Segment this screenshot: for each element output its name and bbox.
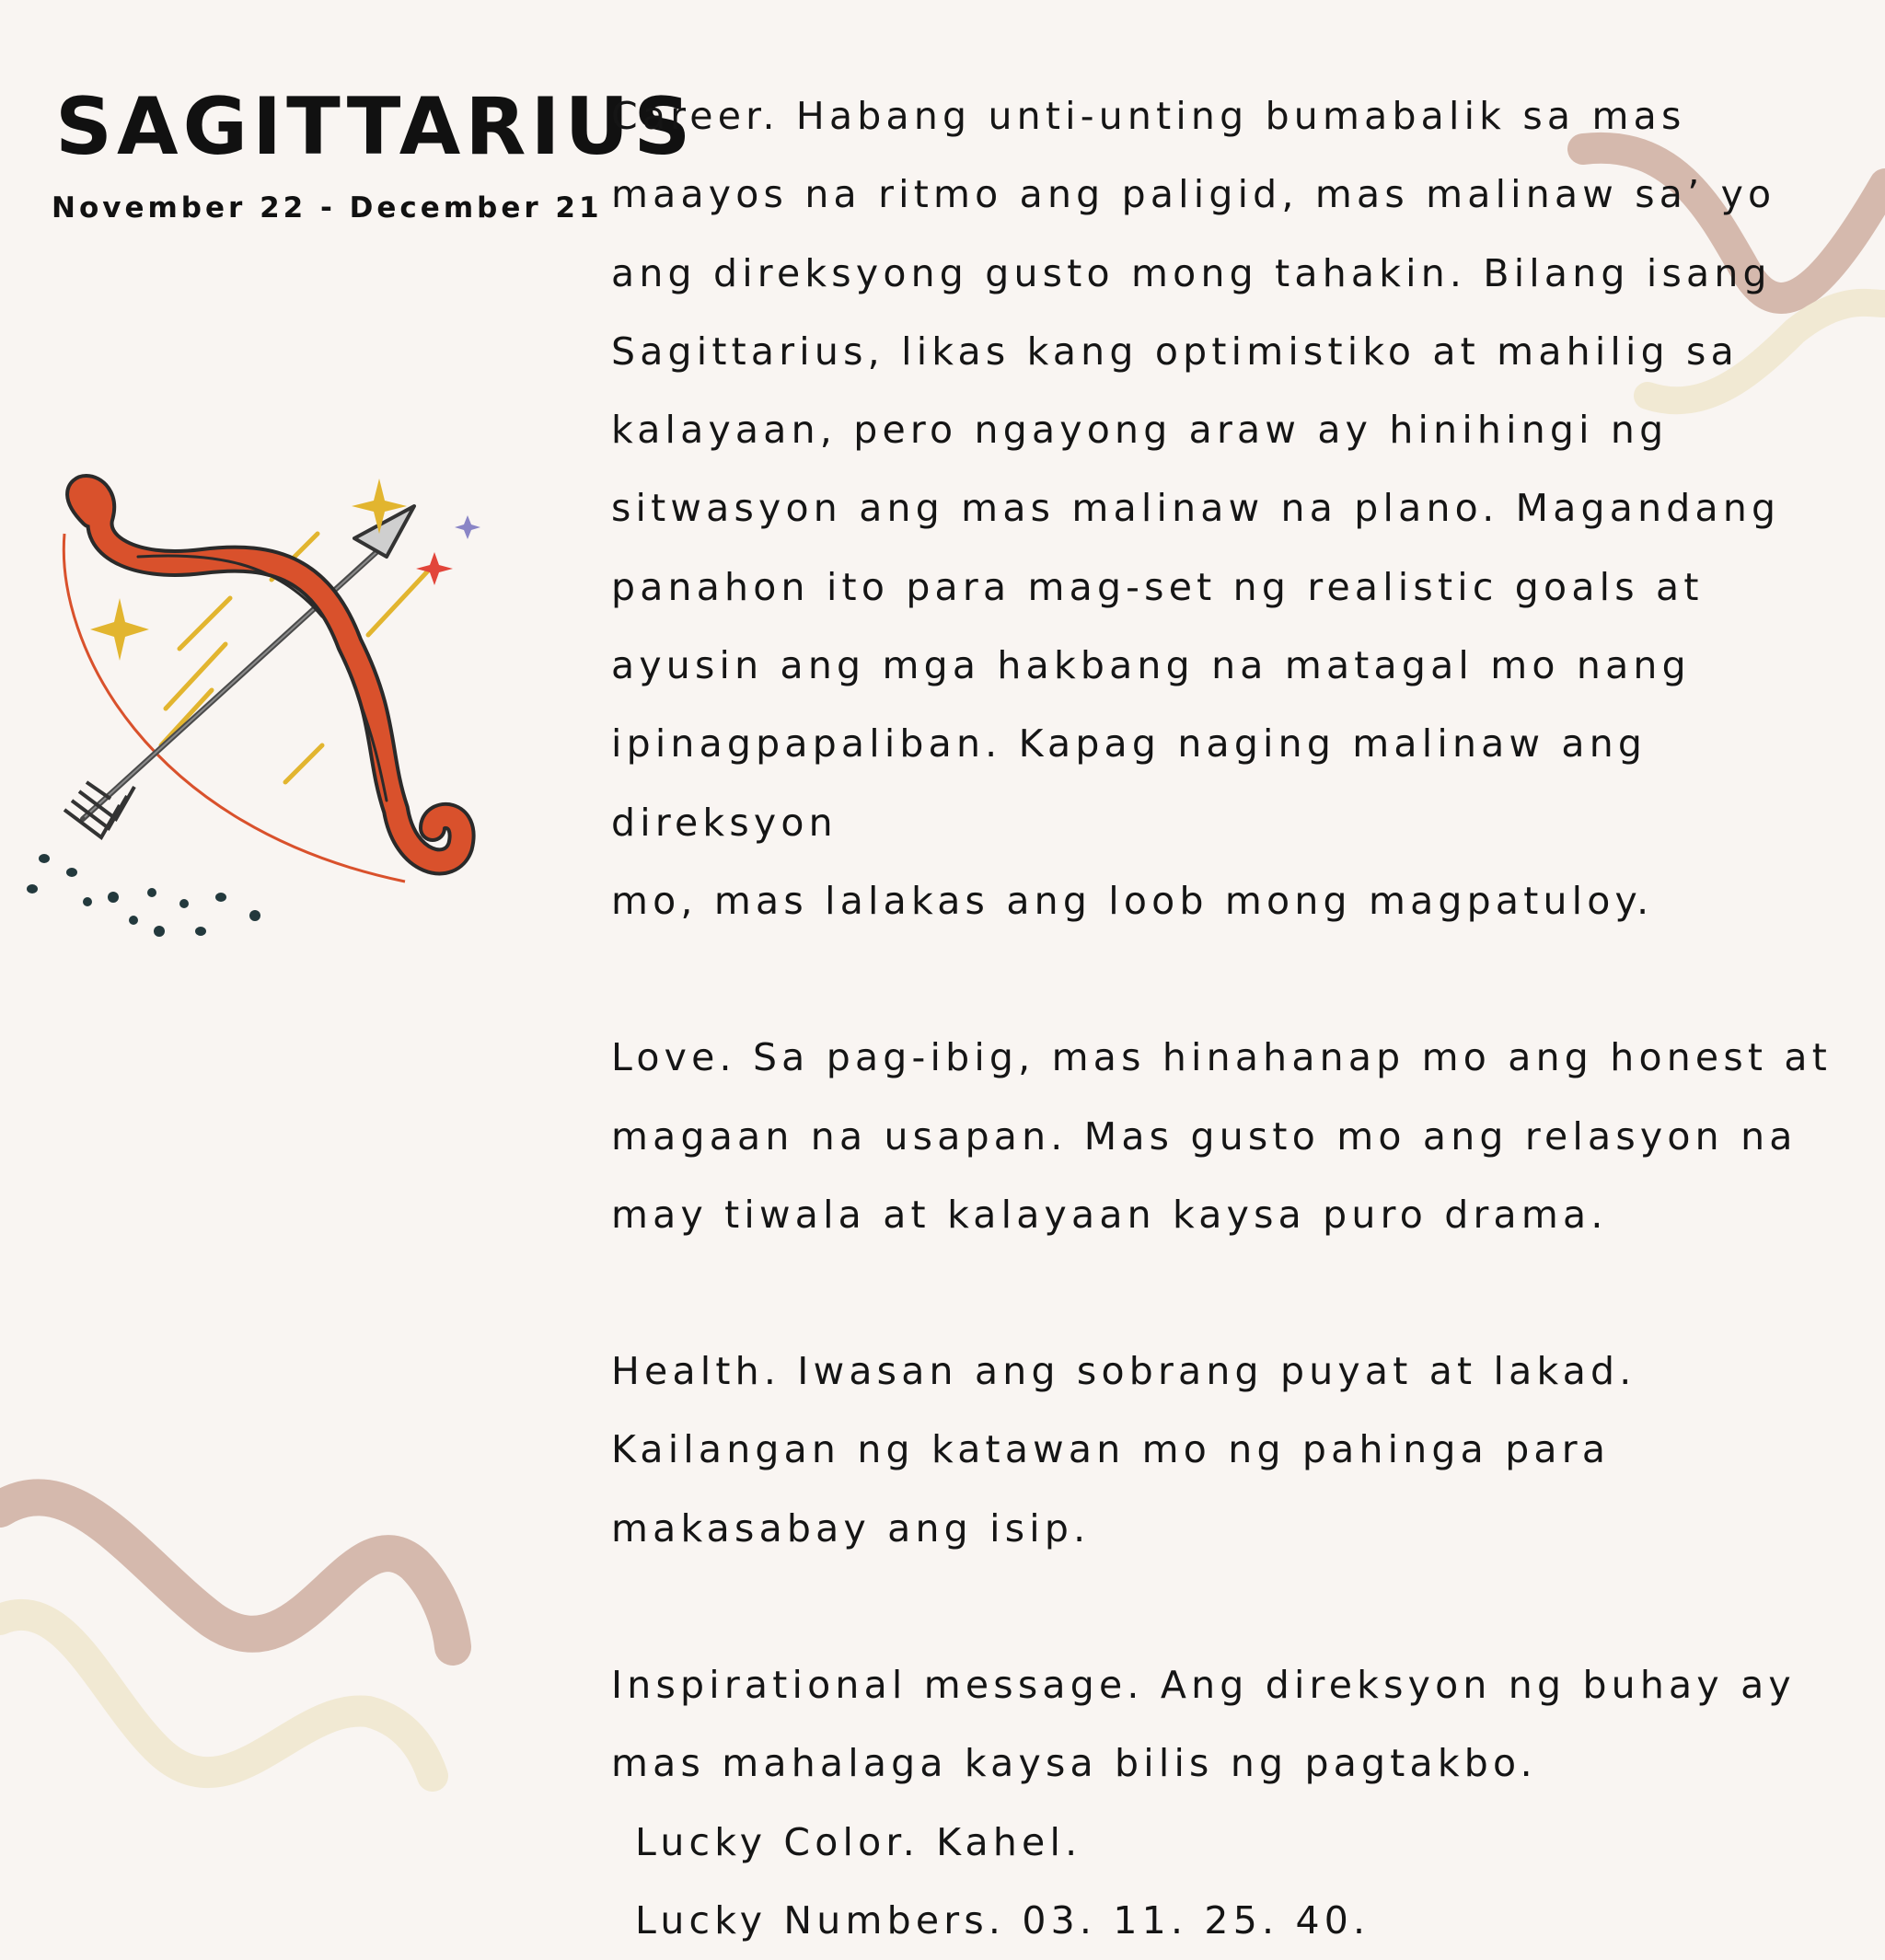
career-line: kalayaan, pero ngayong araw ay hinihingi ng [611, 408, 1669, 453]
sign-date-range: November 22 - December 21 [52, 191, 603, 225]
career-line: ayusin ang mga hakbang na matagal mo nang [611, 643, 1691, 688]
career-paragraph [611, 77, 1885, 940]
love-line: may tiwala at kalayaan kaysa puro drama. [611, 1192, 1608, 1237]
horoscope-text [611, 77, 1885, 1960]
career-line: ipinagpapaliban. Kapag naging malinaw ang direksyon [611, 721, 1648, 845]
health-paragraph [611, 1332, 1885, 1568]
health-line: makasabay ang isip. [611, 1505, 1091, 1551]
love-line: Love. Sa pag-ibig, mas hinahanap mo ang honest at [611, 1035, 1833, 1080]
inspirational-line: mas mahalaga kaysa bilis ng pagtakbo. [611, 1741, 1537, 1786]
lucky-numbers: Lucky Numbers. 03. 11. 25. 40. [635, 1897, 1370, 1943]
arrowhead [354, 506, 414, 557]
love-line: magaan na usapan. Mas gusto mo ang relasyon na [611, 1113, 1798, 1159]
sign-title: SAGITTARIUS [55, 81, 696, 173]
love-paragraph [611, 1019, 1885, 1254]
sparkle-star-icon [90, 598, 149, 661]
career-line: panahon ito para mag-set ng realistic goals at [611, 564, 1704, 609]
decorative-dots [27, 854, 260, 937]
health-line: Health. Iwasan ang sobrang puyat at lakad. [611, 1349, 1636, 1394]
inspirational-line: Inspirational message. Ang direksyon ng buhay ay [611, 1663, 1796, 1708]
career-line: mo, mas lalakas ang loob mong magpatuloy. [611, 878, 1654, 923]
inspirational-paragraph [611, 1646, 1885, 1804]
career-line: maayos na ritmo ang paligid, mas malinaw sa’ yo [611, 172, 1776, 217]
arrow-fletching [64, 782, 134, 837]
career-line: ang direksyong gusto mong tahakin. Bilang isang [611, 250, 1772, 295]
sparkle-star-icon [455, 515, 480, 539]
career-line: Career. Habang unti-unting bumabalik sa mas [611, 94, 1686, 138]
bow-string [64, 534, 405, 882]
career-line: sitwasyon ang mas malinaw na plano. Magandang [611, 486, 1781, 531]
career-line: Sagittarius, likas kang optimistiko at mahilig sa [611, 329, 1739, 374]
health-line: Kailangan ng katawan mo ng pahinga para [611, 1427, 1611, 1472]
lucky-color: Lucky Color. Kahel. [635, 1819, 1082, 1864]
